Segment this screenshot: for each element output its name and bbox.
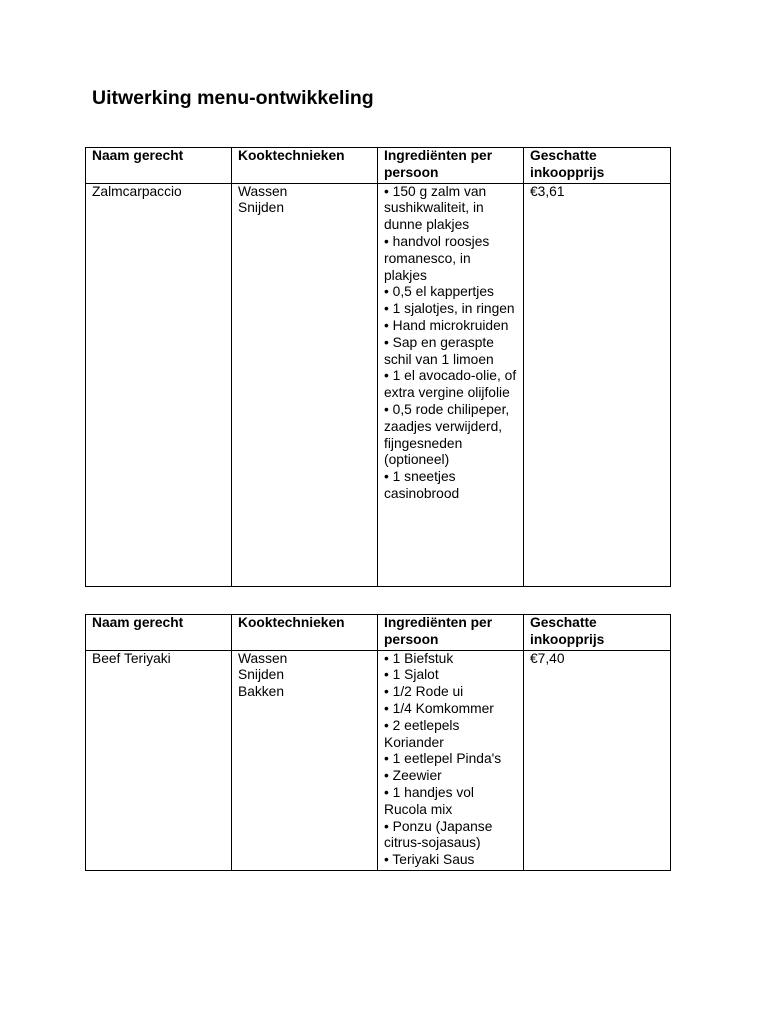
ingredient-item: • 1 el avocado-olie, of extra vergine olijfolie [384, 368, 517, 401]
ingredient-item: • 1/4 Komkommer [384, 700, 494, 716]
ingredient-item: • 0,5 el kappertjes [384, 284, 494, 300]
header-price: Geschatte inkoopprijs [524, 148, 671, 184]
ingredient-item: • 1 sjalotjes, in ringen [384, 301, 515, 317]
ingredient-item: • 1 Biefstuk [384, 650, 454, 666]
ingredient-item: • 1/2 Rode ui [384, 684, 464, 700]
price-cell: €7,40 [524, 650, 671, 870]
ingredient-item: • Hand microkruiden [384, 317, 509, 333]
dish-name: Zalmcarpaccio [86, 183, 232, 586]
dish-table [85, 147, 671, 587]
ingredient-item: • 1 eetlepel Pinda's [384, 751, 502, 767]
header-price: Geschatte inkoopprijs [524, 615, 671, 651]
technique: Bakken [238, 684, 285, 700]
header-techniques: Kooktechnieken [232, 148, 378, 184]
header-dish-name: Naam gerecht [86, 615, 232, 651]
ingredient-item: • Ponzu (Japanse citrus-sojasaus) [384, 818, 493, 851]
technique: Wassen [238, 183, 288, 199]
table-header-row [86, 148, 671, 184]
ingredient-item: • Zeewier [384, 768, 442, 784]
dish-name: Beef Teriyaki [86, 650, 232, 870]
header-dish-name: Naam gerecht [86, 148, 232, 184]
table-header-row [86, 615, 671, 651]
dish-table [85, 614, 671, 871]
header-ingredients: Ingrediënten per persoon [378, 615, 524, 651]
ingredients-cell [378, 650, 524, 870]
ingredient-item: • 1 Sjalot [384, 667, 439, 683]
ingredient-item: • 1 sneetjes casinobrood [384, 469, 460, 501]
technique: Snijden [238, 200, 285, 216]
table-row [86, 183, 671, 586]
ingredient-item: • 1 handjes vol Rucola mix [384, 784, 474, 817]
header-techniques: Kooktechnieken [232, 615, 378, 651]
ingredient-item: • 0,5 rode chilipeper, zaadjes verwijderd, fijngesneden (optioneel) [384, 401, 510, 468]
ingredients-cell [378, 183, 524, 586]
ingredient-item: • handvol roosjes romanesco, in plakjes [384, 233, 490, 283]
ingredient-item: • Sap en geraspte schil van 1 limoen [384, 334, 494, 367]
techniques-cell [232, 183, 378, 586]
technique: Snijden [238, 667, 285, 683]
technique: Wassen [238, 650, 288, 666]
ingredient-item: • 2 eetlepels Koriander [384, 717, 460, 750]
ingredient-item: • 150 g zalm van sushikwaliteit, in dunne plakjes [384, 183, 487, 233]
ingredient-item: • Teriyaki Saus [384, 852, 475, 868]
table-row [86, 650, 671, 870]
price-cell: €3,61 [524, 183, 671, 586]
page-title: Uitwerking menu-ontwikkeling [92, 87, 374, 109]
techniques-cell [232, 650, 378, 870]
header-ingredients: Ingrediënten per persoon [378, 148, 524, 184]
